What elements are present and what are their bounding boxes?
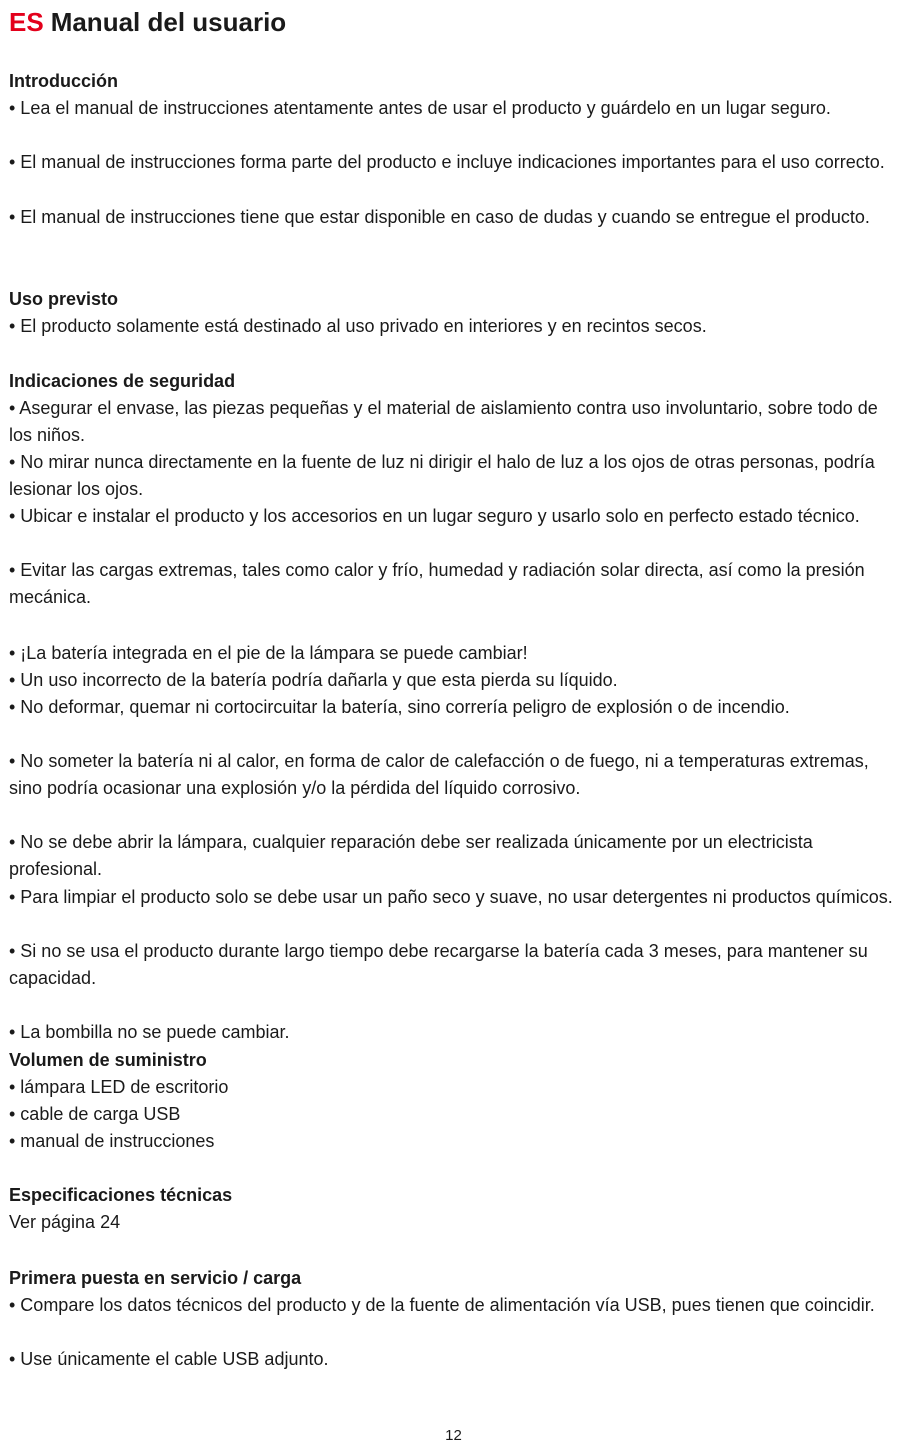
section-heading-primera-puesta: Primera puesta en servicio / carga bbox=[9, 1268, 302, 1288]
paragraph: • La bombilla no se puede cambiar. bbox=[9, 1022, 290, 1042]
section-heading-especificaciones: Especificaciones técnicas bbox=[9, 1185, 233, 1205]
list-item: • lámpara LED de escritorio bbox=[9, 1077, 229, 1097]
language-code: ES bbox=[9, 7, 44, 37]
paragraph: • No se debe abrir la lámpara, cualquier reparación debe ser realizada únicamente por un electricista profesional. bbox=[9, 832, 813, 879]
paragraph: • El manual de instrucciones tiene que estar disponible en caso de dudas y cuando se entregue el producto. bbox=[9, 207, 870, 227]
page-title bbox=[9, 6, 286, 38]
paragraph: • Para limpiar el producto solo se debe usar un paño seco y suave, no usar detergentes ni productos químicos. bbox=[9, 887, 893, 907]
manual-title: Manual del usuario bbox=[50, 7, 287, 37]
list-item: • manual de instrucciones bbox=[9, 1131, 215, 1151]
paragraph: • El manual de instrucciones forma parte del producto e incluye indicaciones importantes para el uso correcto. bbox=[9, 152, 885, 172]
paragraph: • Use únicamente el cable USB adjunto. bbox=[9, 1349, 329, 1369]
page-number: 12 bbox=[445, 1427, 462, 1444]
paragraph: • Un uso incorrecto de la batería podría dañarla y que esta pierda su líquido. bbox=[9, 670, 618, 690]
list-item: • cable de carga USB bbox=[9, 1104, 181, 1124]
paragraph: • El producto solamente está destinado al uso privado en interiores y en recintos secos. bbox=[9, 316, 707, 336]
paragraph: • No someter la batería ni al calor, en forma de calor de calefacción o de fuego, ni a temperaturas extremas, sino podría ocasionar una explosión y/o la pérdida del líquido corrosivo. bbox=[9, 751, 869, 798]
paragraph: • Si no se usa el producto durante largo tiempo debe recargarse la batería cada 3 meses, para mantener su capacidad. bbox=[9, 941, 868, 988]
paragraph: • Lea el manual de instrucciones atentamente antes de usar el producto y guárdelo en un lugar seguro. bbox=[9, 98, 831, 118]
paragraph: • Ubicar e instalar el producto y los accesorios en un lugar seguro y usarlo solo en perfecto estado técnico. bbox=[9, 506, 860, 526]
section-heading-volumen-suministro: Volumen de suministro bbox=[9, 1050, 207, 1070]
paragraph: • Asegurar el envase, las piezas pequeñas y el material de aislamiento contra uso involuntario, sobre todo de los niños. bbox=[9, 398, 878, 445]
paragraph: Ver página 24 bbox=[9, 1212, 121, 1232]
paragraph: • Compare los datos técnicos del producto y de la fuente de alimentación vía USB, pues tienen que coincidir. bbox=[9, 1295, 875, 1315]
paragraph: • No deformar, quemar ni cortocircuitar la batería, sino correría peligro de explosión o de incendio. bbox=[9, 697, 790, 717]
section-heading-indicaciones-seguridad: Indicaciones de seguridad bbox=[9, 371, 236, 391]
paragraph: • Evitar las cargas extremas, tales como calor y frío, humedad y radiación solar directa, así como la presión mecánica. bbox=[9, 560, 865, 607]
section-heading-introduccion: Introducción bbox=[9, 71, 118, 91]
section-heading-uso-previsto: Uso previsto bbox=[9, 289, 119, 309]
paragraph: • No mirar nunca directamente en la fuente de luz ni dirigir el halo de luz a los ojos de otras personas, podría lesionar los ojos. bbox=[9, 452, 875, 499]
paragraph: • ¡La batería integrada en el pie de la lámpara se puede cambiar! bbox=[9, 643, 528, 663]
